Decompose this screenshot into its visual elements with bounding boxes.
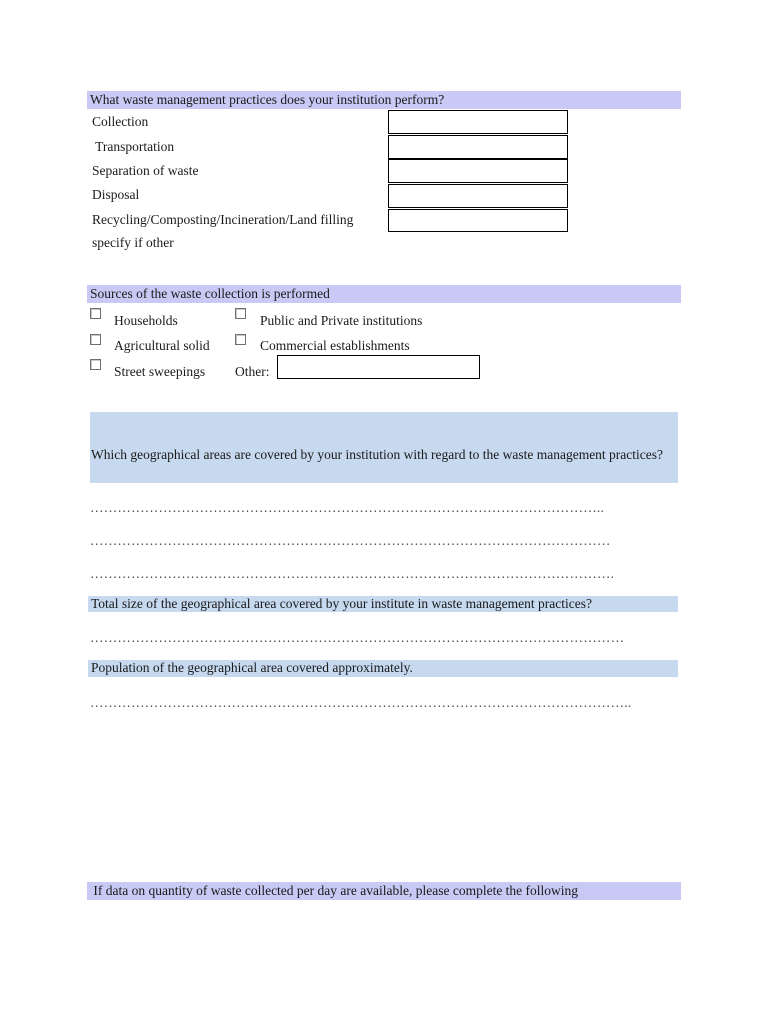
practice-input-transportation[interactable] [388,135,568,159]
sources-question: Sources of the waste collection is performed [90,286,330,301]
checkbox-commercial[interactable] [235,334,246,345]
practice-input-collection[interactable] [388,110,568,134]
practice-input-disposal[interactable] [388,184,568,208]
size-question: Total size of the geographical area covered by your institute in waste management practices? [91,596,592,611]
areas-answer-line-2[interactable]: …………………………………………………………………………………………………… [90,533,611,548]
practice-label-disposal: Disposal [92,187,140,202]
source-other-input[interactable] [277,355,480,379]
checkbox-public-private[interactable] [235,308,246,319]
population-question: Population of the geographical area covered approximately. [91,660,413,675]
source-label-public-private: Public and Private institutions [260,313,423,328]
checkbox-street-sweepings[interactable] [90,359,101,370]
source-other-label: Other: [235,364,270,379]
practice-input-recycling[interactable] [388,209,568,232]
population-answer-line[interactable]: ……………………………………………………………………………………………………….. [90,695,632,710]
practice-label-collection: Collection [92,114,149,129]
size-question-band [88,596,678,612]
practices-question: What waste management practices does your institution perform? [90,92,445,107]
checkbox-agricultural[interactable] [90,334,101,345]
areas-question-band [90,412,678,483]
source-label-households: Households [114,313,178,328]
areas-answer-line-3[interactable]: ……………………………………………………………………………………………………. [90,566,615,581]
practice-other-note: specify if other [92,235,174,250]
source-label-commercial: Commercial establishments [260,338,410,353]
practice-label-separation: Separation of waste [92,163,199,178]
quantity-question-band [87,882,681,900]
size-answer-line[interactable]: ……………………………………………………………………………………………………… [90,630,625,645]
population-question-band [88,660,678,677]
checkbox-households[interactable] [90,308,101,319]
sources-question-band [87,285,681,303]
source-label-street-sweepings: Street sweepings [114,364,206,379]
areas-question: Which geographical areas are covered by your institution with regard to the waste management practices? [91,447,664,462]
quantity-question: If data on quantity of waste collected per day are available, please complete the following [90,883,579,898]
practice-label-recycling: Recycling/Composting/Incineration/Land filling [92,212,354,227]
practices-question-band [87,91,681,109]
areas-answer-line-1[interactable]: ………………………………………………………………………………………………….. [90,500,605,515]
source-label-agricultural: Agricultural solid [114,338,210,353]
practice-input-separation[interactable] [388,159,568,183]
practice-label-transportation: Transportation [92,139,175,154]
